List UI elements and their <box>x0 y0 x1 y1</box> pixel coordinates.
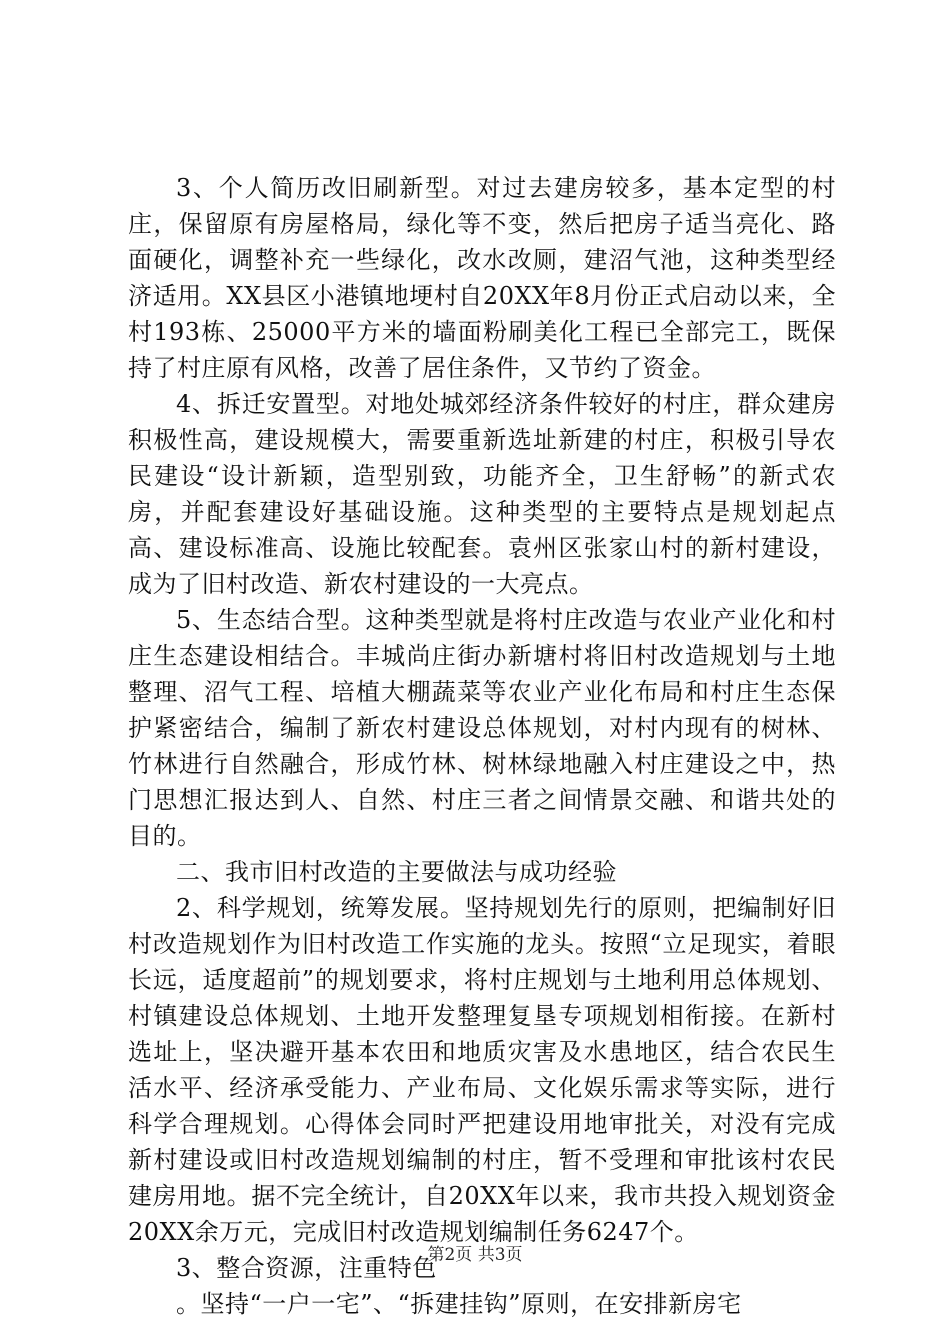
paragraph-planning: 2、科学规划，统筹发展。坚持规划先行的原则，把编制好旧村改造规划作为旧村改造工作实施的龙头。按照“立足现实，着眼长远，适度超前”的规划要求，将村庄规划与土地利用总体规划、村镇建设总体规划、土地开发整理复垦专项规划相衔接。在新村选址上，坚决避开基本农田和地质灾害及水患地区，结合农民生活水平、经济承受能力、产业布局、文化娱乐需求等实际，进行科学合理规划。心得体会同时严把建设用地审批关，对没有完成新村建设或旧村改造规划编制的村庄，暂不受理和审批该村农民建房用地。据不完全统计，自20XX年以来，我市共投入规划资金20XX余万元，完成旧村改造规划编制任务6247个。 <box>128 894 836 1246</box>
page-footer: 第2页 共3页 <box>427 1245 523 1265</box>
paragraph-continued: 。坚持“一户一宅”、“拆建挂钩”原则，在安排新房宅 <box>176 1290 742 1318</box>
paragraph-renovation-type: 3、个人简历改旧刷新型。对过去建房较多，基本定型的村庄，保留原有房屋格局，绿化等不变，然后把房子适当亮化、路面硬化，调整补充一些绿化，改水改厕，建沼气池，这种类型经济适用。XX县区小港镇地埂村自20XX年8月份正式启动以来，全村193栋、25000平方米的墙面粉刷美化工程已全部完工，既保持了村庄原有风格，改善了居住条件，又节约了资金。 <box>128 174 836 382</box>
section-heading: 二、我市旧村改造的主要做法与成功经验 <box>176 858 617 886</box>
document-body <box>128 170 836 1322</box>
paragraph-relocation-type: 4、拆迁安置型。对地处城郊经济条件较好的村庄，群众建房积极性高，建设规模大，需要重新选址新建的村庄，积极引导农民建设“设计新颖，造型别致，功能齐全，卫生舒畅”的新式农房，并配套建设好基础设施。这种类型的主要特点是规划起点高、建设标准高、设施比较配套。袁州区张家山村的新村建设，成为了旧村改造、新农村建设的一大亮点。 <box>128 390 836 598</box>
subheading-resources: 3、整合资源，注重特色 <box>176 1254 437 1282</box>
paragraph-ecology-type: 5、生态结合型。这种类型就是将村庄改造与农业产业化和村庄生态建设相结合。丰城尚庄街办新塘村将旧村改造规划与土地整理、沼气工程、培植大棚蔬菜等农业产业化布局和村庄生态保护紧密结合，编制了新农村建设总体规划，对村内现有的树林、竹林进行自然融合，形成竹林、树林绿地融入村庄建设之中，热门思想汇报达到人、自然、村庄三者之间情景交融、和谐共处的目的。 <box>128 606 836 850</box>
